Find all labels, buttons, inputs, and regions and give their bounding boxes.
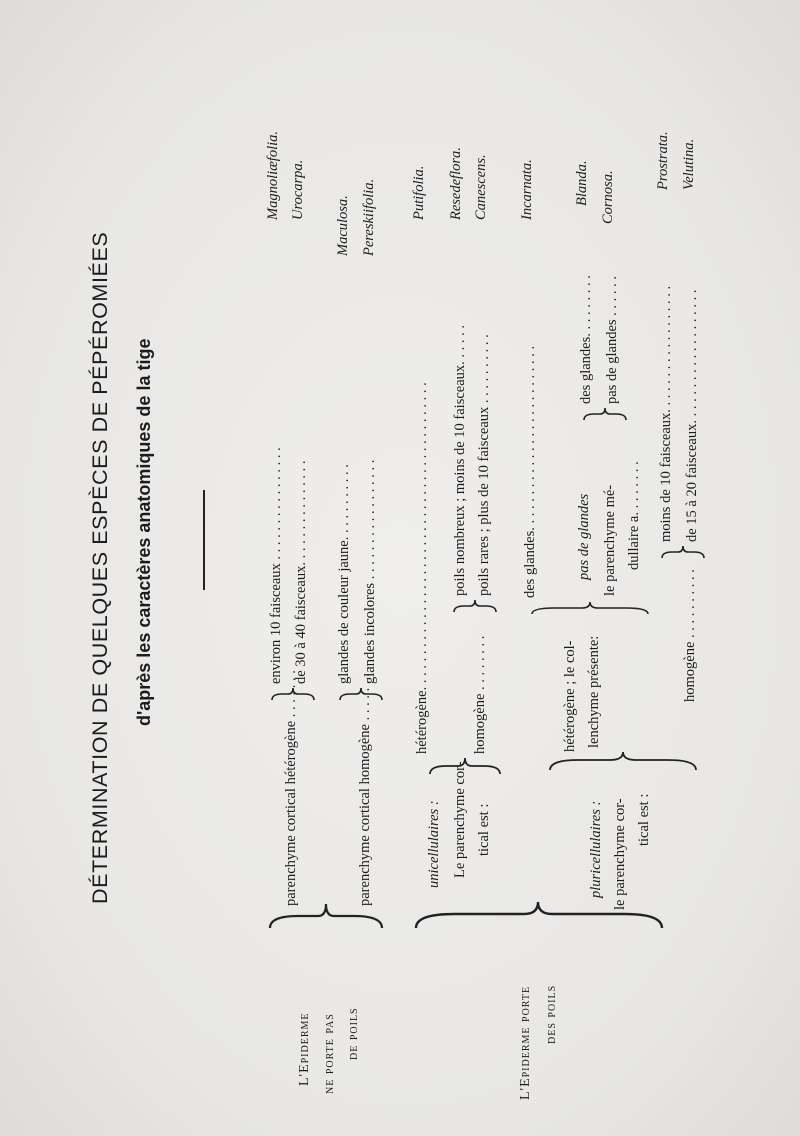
species-blanda: Blanda. [574,160,590,206]
g1-row3-condition: parenchyme cortical homogène . . . . . . . . [357,666,373,906]
species-incarnata: Incarnata. [519,159,535,220]
g1-row3-brace [338,686,384,702]
page-subtitle: d'après les caractères anatomiques de la tige [134,338,154,726]
pluri-row4-detail: moins de 10 faisceaux. . . . . . . . . . . . . . . . . . [658,285,674,542]
species-prostrata: Prostrata. [655,131,671,190]
pluri-row1-detail: des glandes. . . . . . . . . . . . . . . . . . . . . . . . . . [522,345,538,598]
pluri-medullaire-brace [582,406,628,422]
species-pereskiifolia: Pereskiifolia. [361,178,377,256]
pluri-line2: tical est : [636,793,652,846]
uni-row2-detail: poils nombreux ; moins de 10 faisceaux. . . . . . [452,324,468,596]
species-maculosa: Maculosa. [335,195,351,256]
pluri-row1-brace [530,600,650,616]
pluri-des-glandes: des glandes. . . . . . . . . [578,275,594,404]
g1-row1-brace [270,686,316,702]
species-velutina: Velutina. [681,138,697,190]
uni-label: unicellulaires : [426,800,442,888]
uni-row3-detail: poils rares ; plus de 10 faisceaux . . . . . . . . . . [476,334,492,596]
group2-label-line2: des poils [544,984,559,1044]
g1-row1-condition: parenchyme cortical hétérogène . . . . . . . [283,670,299,906]
g1-row3-detail: glandes de couleur jaune. . . . . . . . . . . [336,464,352,684]
pluri-pas-glandes: pas de glandes . . . . . . [604,275,620,404]
pluri-brace [548,750,698,772]
pluri-row4-brace [660,544,706,560]
title-rule [203,490,205,590]
group2-label-line1: L'Epiderme porte [518,985,533,1100]
pluri-row1-cond-b: lenchyme présente: [586,635,602,748]
pluri-medullaire-b: dullaire a. . . . . . . . [626,461,642,570]
pluri-line1: le parenchyme cor- [612,798,628,910]
uni-line2: tical est : [476,803,492,856]
pluri-medullaire-a: le parenchyme mé- [602,484,618,596]
uni-brace [428,756,502,776]
g1-row2-detail: de 30 à 40 faisceaux. . . . . . . . . . . . . . . [293,460,309,684]
group1-label-line2: ne porte pas [322,1013,337,1094]
pluri-label: pluricellulaires : [588,800,604,898]
uni-row1-condition: hétérogène. . . . . . . . . . . . . . . . . . . . . . . . . . . . . . . . . . . . . . . . . . . [414,382,430,754]
pluri-pas-de-glandes: pas de glandes [576,493,592,580]
uni-row2-condition: homogène . . . . . . . . [472,635,488,754]
g1-row4-detail: glandes incolores . . . . . . . . . . . . . . . . . [362,459,378,684]
species-putifolia: Putifolia. [411,165,427,220]
species-cornosa: Cornosa. [600,170,616,224]
uni-line1: Le parenchyme cor- [452,761,468,878]
uni-row2-brace [452,598,498,614]
species-canescens: Canescens. [473,154,489,220]
pluri-row5-detail: de 15 à 20 faisceaux. . . . . . . . . . . . . . . . . . . [684,289,700,542]
species-magnoliaefolia: Magnoliæfolia. [265,130,281,220]
g1-row1-detail: environ 10 faisceaux . . . . . . . . . . . . . . . . [268,447,284,684]
pluri-row4-condition: homogène . . . . . . . . . . [682,569,698,702]
group1-label-line1: L'Epiderme [297,1012,312,1086]
group1-label-line3: de poils [346,1007,361,1060]
species-resedeflora: Resedeflora. [448,147,464,220]
species-urocarpa: Urocarpa. [290,159,306,220]
page-title: DÉTERMINATION DE QUELQUES ESPÈCES DE PÉPÉROMIÉES [88,231,112,904]
pluri-row1-cond-a: hétérogène ; le col- [562,640,578,752]
